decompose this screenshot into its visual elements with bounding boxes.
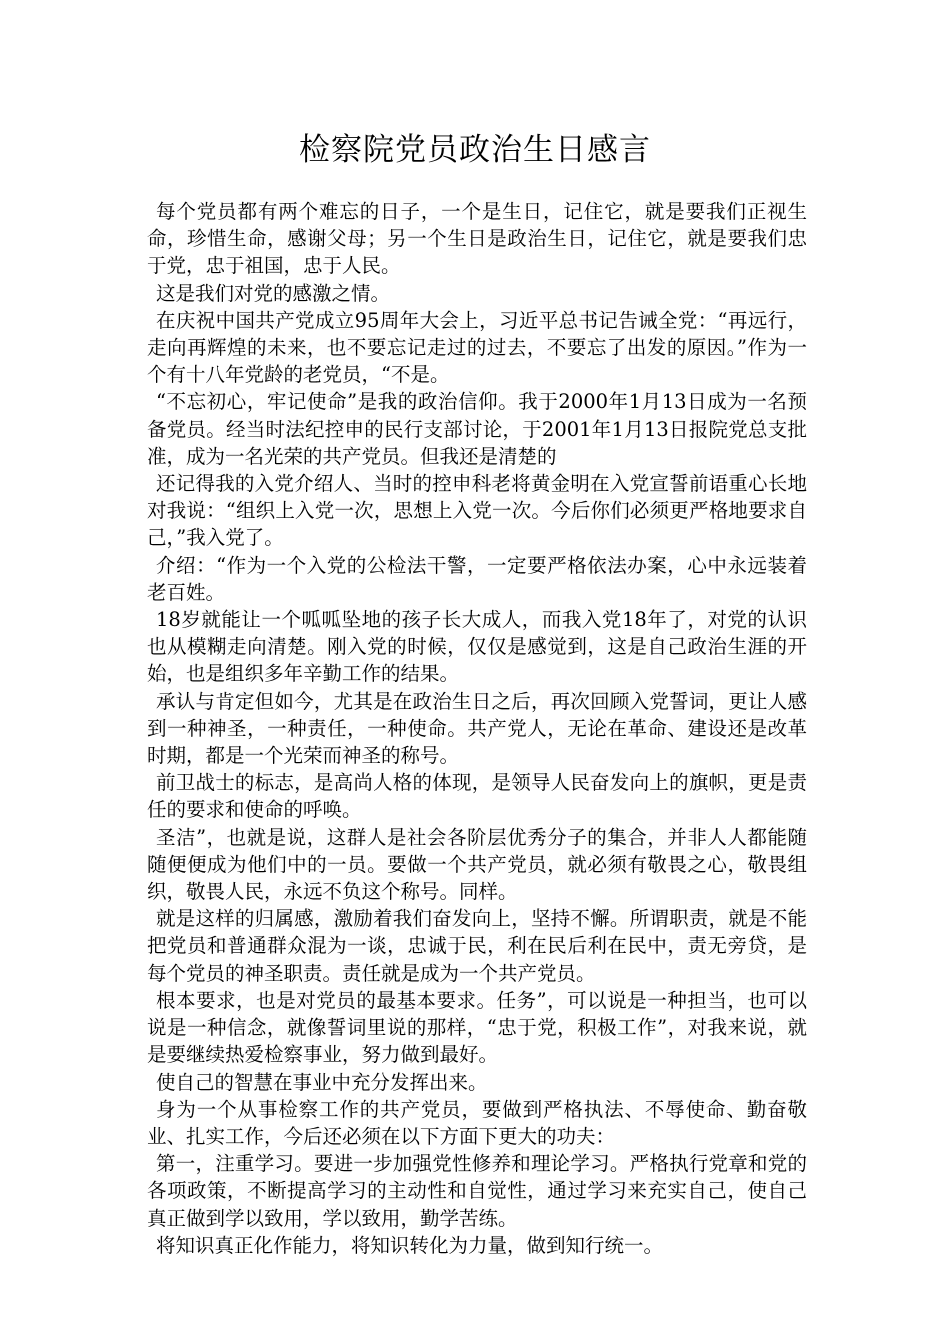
paragraph: 还记得我的入党介绍人、当时的控申科老将黄金明在入党宣誓前语重心长地对我说：“组织上入党一次，思想上入党一次。今后你们必须更严格地要求自己，”我入党了。 (147, 472, 807, 550)
paragraph: 圣洁”，也就是说，这群人是社会各阶层优秀分子的集合，并非人人都能随随便便成为他们中的一员。要做一个共产党员，就必须有敬畏之心，敬畏组织，敬畏人民，永远不负这个称号。同样。 (147, 825, 807, 904)
paragraph: 根本要求，也是对党员的最基本要求。任务”，可以说是一种担当，也可以说是一种信念，就像誓词里说的那样，“忠于党，积极工作”，对我来说，就是要继续热爱检察事业，努力做到最好。 (147, 988, 807, 1067)
paragraph: 使自己的智慧在事业中充分发挥出来。 (156, 1070, 488, 1094)
paragraph: 前卫战士的标志，是高尚人格的体现，是领导人民奋发向上的旗帜，更是责任的要求和使命的呼唤。 (147, 771, 807, 822)
paragraph: 身为一个从事检察工作的共产党员，要做到严格执法、不辱使命、勤奋敬业、扎实工作，今后还必须在以下方面下更大的功夫： (147, 1097, 807, 1148)
paragraph: 在庆祝中国共产党成立95周年大会上，习近平总书记告诫全党：“再远行，走向再辉煌的未来，也不要忘记走过的过去，不要忘了出发的原因。”作为一个有十八年党龄的老党员，“不是。 (147, 308, 807, 387)
paragraph: “不忘初心，牢记使命”是我的政治信仰。我于2000年1月13日成为一名预备党员。经当时法纪控申的民行支部讨论，于2001年1月13日报院党总支批准，成为一名光荣的共产党员。但我还是清楚的 (147, 390, 807, 468)
paragraph: 第一，注重学习。要进一步加强党性修养和理论学习。严格执行党章和党的各项政策，不断提高学习的主动性和自觉性，通过学习来充实自己，使自己真正做到学以致用，学以致用，勤学苦练。 (147, 1152, 807, 1230)
paragraph: 就是这样的归属感，激励着我们奋发向上，坚持不懈。所谓职责，就是不能把党员和普通群众混为一谈，忠诚于民，利在民后利在民中，责无旁贷，是每个党员的神圣职责。责任就是成为一个共产党员。 (147, 907, 807, 985)
paragraph: 将知识真正化作能力，将知识转化为力量，做到知行统一。 (156, 1233, 664, 1257)
page-title: 检察院党员政治生日感言 (299, 132, 651, 168)
paragraph: 介绍：“作为一个入党的公检法干警，一定要严格依法办案，心中永远装着老百姓。 (147, 553, 807, 604)
paragraph: 承认与肯定但如今，尤其是在政治生日之后，再次回顾入党誓词，更让人感到一种神圣，一种责任，一种使命。共产党人，无论在革命、建设还是改革时期，都是一个光荣而神圣的称号。 (147, 689, 807, 768)
paragraph: 这是我们对党的感激之情。 (156, 281, 391, 305)
paragraph: 18岁就能让一个呱呱坠地的孩子长大成人，而我入党18年了，对党的认识也从模糊走向清楚。刚入党的时候，仅仅是感觉到，这是自己政治生涯的开始，也是组织多年辛勤工作的结果。 (147, 608, 807, 686)
document-body (147, 198, 807, 1259)
paragraph: 每个党员都有两个难忘的日子，一个是生日，记住它，就是要我们正视生命，珍惜生命，感谢父母；另一个生日是政治生日，记住它，就是要我们忠于党，忠于祖国，忠于人民。 (147, 200, 807, 278)
